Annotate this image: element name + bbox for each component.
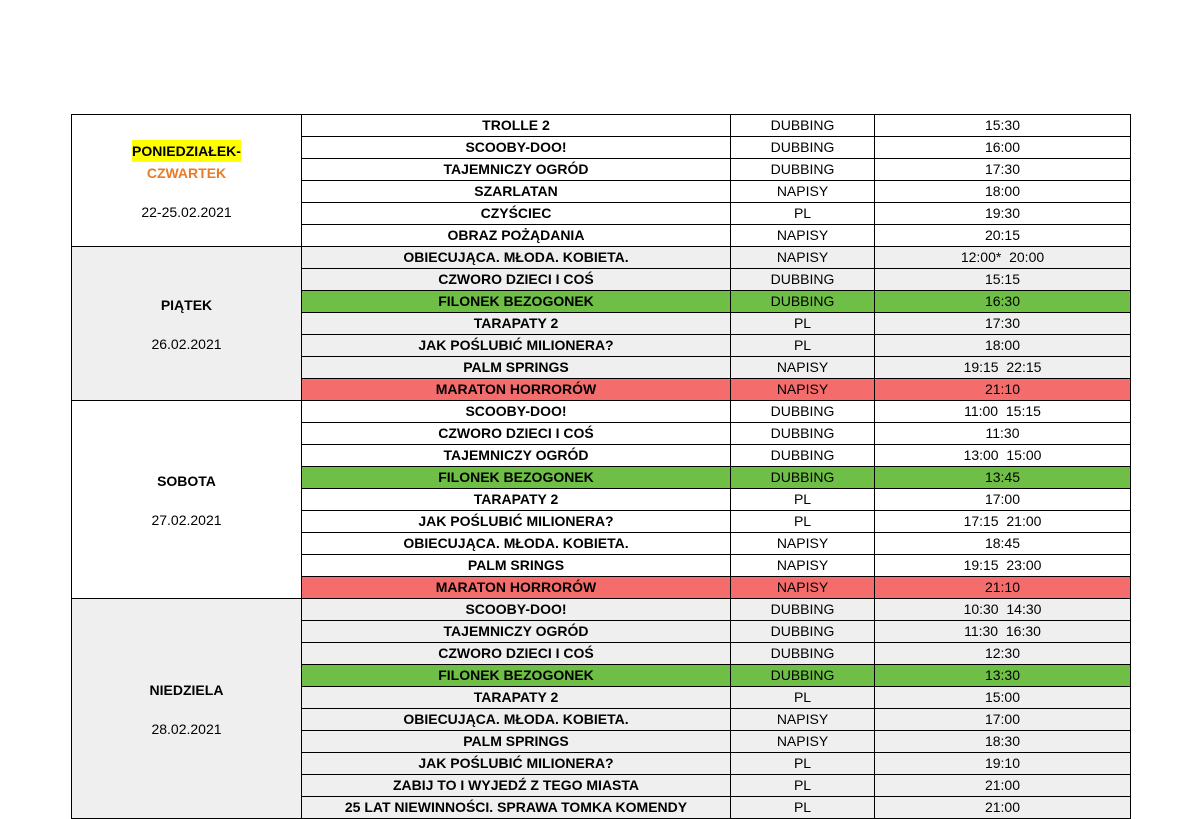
movie-title: JAK POŚLUBIĆ MILIONERA? xyxy=(302,753,731,774)
language-version: NAPISY xyxy=(731,731,875,752)
language-version: NAPISY xyxy=(731,555,875,576)
language-version: NAPISY xyxy=(731,225,875,246)
language-version: PL xyxy=(731,753,875,774)
showtimes: 10:30 14:30 xyxy=(875,599,1131,620)
language-version: NAPISY xyxy=(731,577,875,598)
day-name-continued: CZWARTEK xyxy=(146,164,227,181)
screening-row xyxy=(302,401,1131,423)
day-block xyxy=(72,599,1131,819)
movie-title: TAJEMNICZY OGRÓD xyxy=(302,445,731,466)
movie-title: CZWORO DZIECI I COŚ xyxy=(302,269,731,290)
language-version: NAPISY xyxy=(731,533,875,554)
showtimes: 16:30 xyxy=(875,291,1131,312)
day-cell xyxy=(72,115,302,246)
showtimes: 11:30 16:30 xyxy=(875,621,1131,642)
showtimes: 11:00 15:15 xyxy=(875,401,1131,422)
language-version: DUBBING xyxy=(731,599,875,620)
movie-title: SCOOBY-DOO! xyxy=(302,599,731,620)
language-version: PL xyxy=(731,687,875,708)
day-date: 26.02.2021 xyxy=(151,335,222,352)
showtimes: 12:30 xyxy=(875,643,1131,664)
showtimes: 19:15 22:15 xyxy=(875,357,1131,378)
screening-row xyxy=(302,533,1131,555)
screening-row xyxy=(302,247,1131,269)
day-date: 27.02.2021 xyxy=(151,511,222,528)
movie-title: FILONEK BEZOGONEK xyxy=(302,291,731,312)
showtimes: 17:00 xyxy=(875,709,1131,730)
movie-title: TAJEMNICZY OGRÓD xyxy=(302,621,731,642)
screenings-list xyxy=(302,247,1131,400)
showtimes: 17:30 xyxy=(875,159,1131,180)
screening-row xyxy=(302,335,1131,357)
language-version: DUBBING xyxy=(731,115,875,136)
day-name: PIĄTEK xyxy=(160,296,213,313)
showtimes: 15:15 xyxy=(875,269,1131,290)
screening-row xyxy=(302,225,1131,246)
language-version: DUBBING xyxy=(731,269,875,290)
movie-title: SCOOBY-DOO! xyxy=(302,137,731,158)
showtimes: 18:00 xyxy=(875,181,1131,202)
screening-row xyxy=(302,577,1131,598)
movie-title: TROLLE 2 xyxy=(302,115,731,136)
screening-row xyxy=(302,687,1131,709)
language-version: PL xyxy=(731,203,875,224)
language-version: DUBBING xyxy=(731,621,875,642)
screening-row xyxy=(302,709,1131,731)
movie-title: JAK POŚLUBIĆ MILIONERA? xyxy=(302,511,731,532)
language-version: PL xyxy=(731,313,875,334)
screening-row xyxy=(302,797,1131,818)
screening-row xyxy=(302,423,1131,445)
movie-title: SCOOBY-DOO! xyxy=(302,401,731,422)
showtimes: 18:45 xyxy=(875,533,1131,554)
screening-row xyxy=(302,467,1131,489)
movie-title: TAJEMNICZY OGRÓD xyxy=(302,159,731,180)
showtimes: 13:00 15:00 xyxy=(875,445,1131,466)
screening-row xyxy=(302,775,1131,797)
showtimes: 21:10 xyxy=(875,577,1131,598)
movie-title: OBIECUJĄCA. MŁODA. KOBIETA. xyxy=(302,247,731,268)
day-cell xyxy=(72,599,302,818)
showtimes: 13:45 xyxy=(875,467,1131,488)
showtimes: 19:15 23:00 xyxy=(875,555,1131,576)
screening-row xyxy=(302,643,1131,665)
screenings-list xyxy=(302,401,1131,598)
movie-title: OBIECUJĄCA. MŁODA. KOBIETA. xyxy=(302,709,731,730)
showtimes: 17:00 xyxy=(875,489,1131,510)
day-cell xyxy=(72,247,302,400)
screenings-list xyxy=(302,599,1131,818)
language-version: PL xyxy=(731,489,875,510)
language-version: PL xyxy=(731,511,875,532)
screening-row xyxy=(302,379,1131,400)
language-version: DUBBING xyxy=(731,291,875,312)
screening-row xyxy=(302,555,1131,577)
day-block xyxy=(72,401,1131,599)
screening-row xyxy=(302,181,1131,203)
language-version: DUBBING xyxy=(731,159,875,180)
showtimes: 17:15 21:00 xyxy=(875,511,1131,532)
screening-row xyxy=(302,269,1131,291)
day-block xyxy=(72,115,1131,247)
movie-title: MARATON HORRORÓW xyxy=(302,577,731,598)
screening-row xyxy=(302,753,1131,775)
showtimes: 15:00 xyxy=(875,687,1131,708)
schedule-table xyxy=(71,114,1131,819)
language-version: DUBBING xyxy=(731,445,875,466)
showtimes: 18:00 xyxy=(875,335,1131,356)
movie-title: PALM SPRINGS xyxy=(302,357,731,378)
movie-title: FILONEK BEZOGONEK xyxy=(302,467,731,488)
movie-title: CZWORO DZIECI I COŚ xyxy=(302,643,731,664)
language-version: DUBBING xyxy=(731,137,875,158)
day-name: SOBOTA xyxy=(157,472,216,489)
showtimes: 21:00 xyxy=(875,797,1131,818)
language-version: PL xyxy=(731,335,875,356)
day-name: PONIEDZIAŁEK- xyxy=(132,140,241,162)
screening-row xyxy=(302,291,1131,313)
screening-row xyxy=(302,665,1131,687)
showtimes: 11:30 xyxy=(875,423,1131,444)
language-version: NAPISY xyxy=(731,379,875,400)
movie-title: ZABIJ TO I WYJEDŹ Z TEGO MIASTA xyxy=(302,775,731,796)
movie-title: OBRAZ POŻĄDANIA xyxy=(302,225,731,246)
screening-row xyxy=(302,159,1131,181)
movie-title: TARAPATY 2 xyxy=(302,313,731,334)
screenings-list xyxy=(302,115,1131,246)
movie-title: CZWORO DZIECI I COŚ xyxy=(302,423,731,444)
movie-title: TARAPATY 2 xyxy=(302,489,731,510)
screening-row xyxy=(302,203,1131,225)
day-date: 22-25.02.2021 xyxy=(141,203,232,220)
screening-row xyxy=(302,731,1131,753)
language-version: DUBBING xyxy=(731,423,875,444)
showtimes: 20:15 xyxy=(875,225,1131,246)
language-version: DUBBING xyxy=(731,665,875,686)
showtimes: 21:10 xyxy=(875,379,1131,400)
showtimes: 19:30 xyxy=(875,203,1131,224)
showtimes: 18:30 xyxy=(875,731,1131,752)
language-version: DUBBING xyxy=(731,467,875,488)
screening-row xyxy=(302,357,1131,379)
showtimes: 15:30 xyxy=(875,115,1131,136)
language-version: NAPISY xyxy=(731,181,875,202)
movie-title: OBIECUJĄCA. MŁODA. KOBIETA. xyxy=(302,533,731,554)
screening-row xyxy=(302,511,1131,533)
screening-row xyxy=(302,489,1131,511)
language-version: PL xyxy=(731,797,875,818)
language-version: DUBBING xyxy=(731,401,875,422)
movie-title: PALM SPRINGS xyxy=(302,731,731,752)
showtimes: 19:10 xyxy=(875,753,1131,774)
movie-title: SZARLATAN xyxy=(302,181,731,202)
language-version: DUBBING xyxy=(731,643,875,664)
movie-title: PALM SRINGS xyxy=(302,555,731,576)
screening-row xyxy=(302,115,1131,137)
showtimes: 12:00* 20:00 xyxy=(875,247,1131,268)
screening-row xyxy=(302,599,1131,621)
showtimes: 21:00 xyxy=(875,775,1131,796)
showtimes: 13:30 xyxy=(875,665,1131,686)
movie-title: JAK POŚLUBIĆ MILIONERA? xyxy=(302,335,731,356)
day-date: 28.02.2021 xyxy=(151,720,222,737)
movie-title: CZYŚCIEC xyxy=(302,203,731,224)
showtimes: 16:00 xyxy=(875,137,1131,158)
movie-title: TARAPATY 2 xyxy=(302,687,731,708)
movie-title: FILONEK BEZOGONEK xyxy=(302,665,731,686)
day-block xyxy=(72,247,1131,401)
screening-row xyxy=(302,137,1131,159)
screening-row xyxy=(302,445,1131,467)
screening-row xyxy=(302,621,1131,643)
screening-row xyxy=(302,313,1131,335)
language-version: NAPISY xyxy=(731,709,875,730)
showtimes: 17:30 xyxy=(875,313,1131,334)
day-cell xyxy=(72,401,302,598)
movie-title: 25 LAT NIEWINNOŚCI. SPRAWA TOMKA KOMENDY xyxy=(302,797,731,818)
movie-title: MARATON HORRORÓW xyxy=(302,379,731,400)
language-version: PL xyxy=(731,775,875,796)
language-version: NAPISY xyxy=(731,357,875,378)
day-name: NIEDZIELA xyxy=(149,681,224,698)
language-version: NAPISY xyxy=(731,247,875,268)
